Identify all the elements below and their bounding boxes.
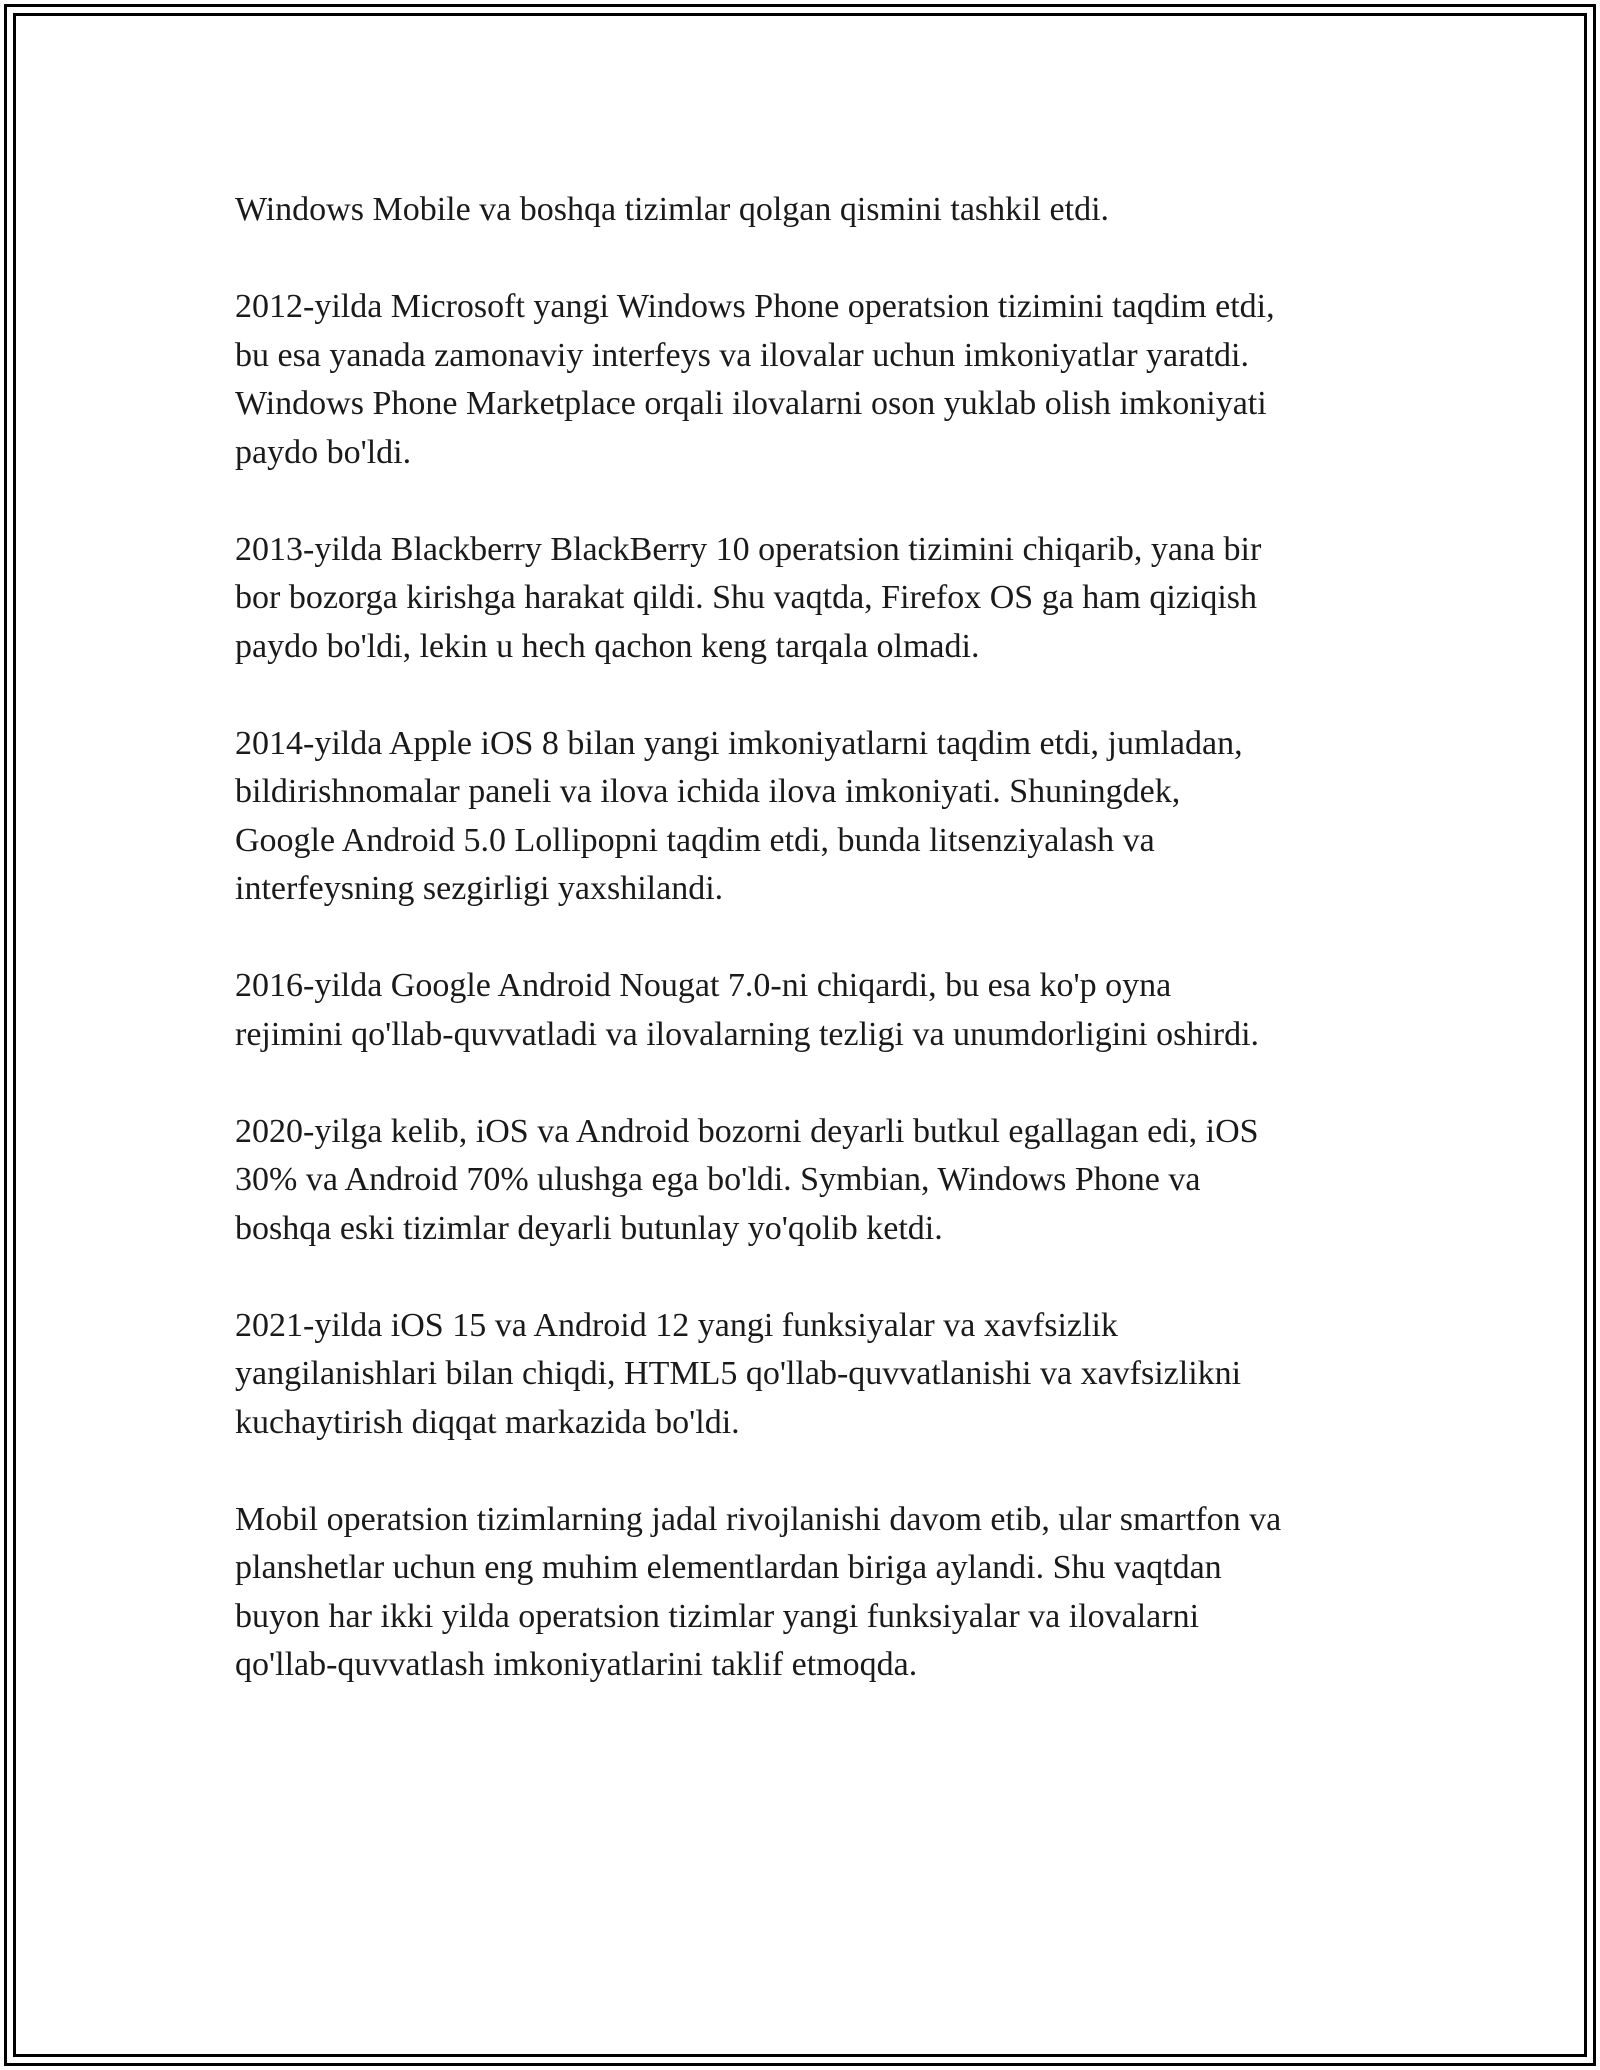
paragraph: 2020-yilga kelib, iOS va Android bozorni deyarli butkul egallagan edi, iOS 30% va Android 70% ulushga ega bo'ldi. Symbian, Windows Phone va boshqa eski tizimlar deyarli butunlay yo'qolib ketdi. [235, 1112, 1259, 1247]
paragraph: 2013-yilda Blackberry BlackBerry 10 operatsion tizimini chiqarib, yana bir bor bozorga kirishga harakat qildi. Shu vaqtda, Firefox OS ga ham qiziqish paydo bo'ldi, lekin u hech qachon keng tarqala olmadi. [235, 530, 1262, 665]
paragraph: 2016-yilda Google Android Nougat 7.0-ni chiqardi, bu esa ko'p oyna rejimini qo'llab-quvvatladi va ilovalarning tezligi va unumdorligini oshirdi. [235, 967, 1260, 1053]
paragraph: 2012-yilda Microsoft yangi Windows Phone operatsion tizimini taqdim etdi, bu esa yanada zamonaviy interfeys va ilovalar uchun imkoniyatlar yaratdi. Windows Phone Marketplace orqali ilovalarni oson yuklab olish imkoniyati paydo bo'ldi. [235, 288, 1275, 471]
paragraph: Windows Mobile va boshqa tizimlar qolgan qismini tashkil etdi. [235, 191, 1110, 228]
paragraph: 2021-yilda iOS 15 va Android 12 yangi funksiyalar va xavfsizlik yangilanishlari bilan chiqdi, HTML5 qo'llab-quvvatlanishi va xavfsizlikni kuchaytirish diqqat markazida bo'ldi. [235, 1306, 1242, 1441]
document-body [235, 186, 1375, 1690]
paragraph: 2014-yilda Apple iOS 8 bilan yangi imkoniyatlarni taqdim etdi, jumladan, bildirishnomalar paneli va ilova ichida ilova imkoniyati. Shuningdek, Google Android 5.0 Lollipopni taqdim etdi, bunda litsenziyalash va interfeysning sezgirligi yaxshilandi. [235, 724, 1243, 907]
paragraph: Mobil operatsion tizimlarning jadal rivojlanishi davom etib, ular smartfon va planshetlar uchun eng muhim elementlardan biriga aylandi. Shu vaqtdan buyon har ikki yilda operatsion tizimlar yangi funksiyalar va ilovalarni qo'llab-quvvatlash imkoniyatlarini taklif etmoqda. [235, 1500, 1282, 1683]
